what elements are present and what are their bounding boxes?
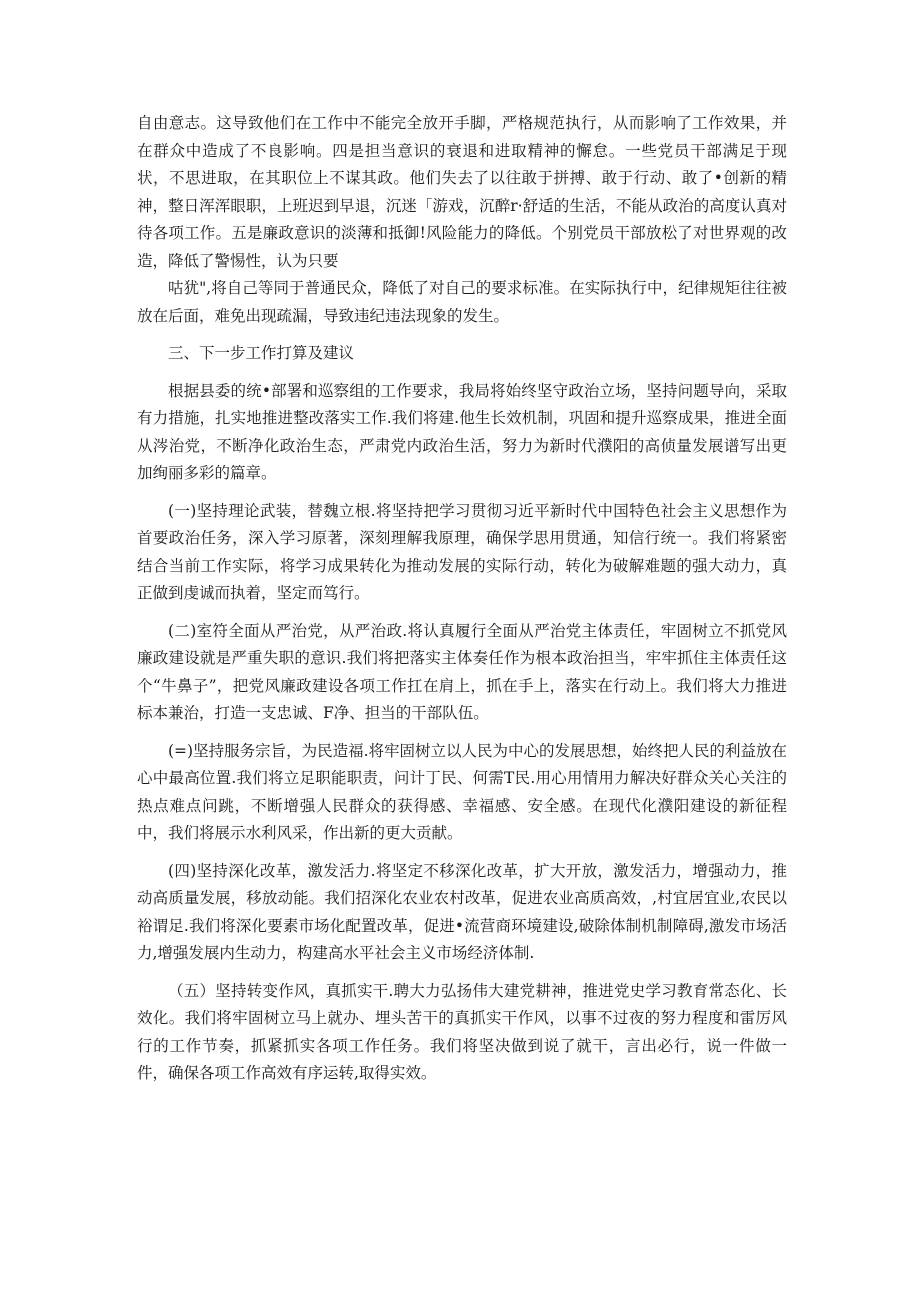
paragraph-item-4: (四)坚持深化改革，激发活力.将坚定不移深化改革，扩大开放，激发活力，增强动力，推动高质量发展，移放动能。我们招深化农业农村改革，促进农业高质高效，,村宜居宜业,农民以裕谓足.我们将深化要素市场化配置改革，促进•流营商环境建设,破除体制机制障碍,激发市场活力,增强发展内生动力，构建高水平社会主义市场经济体制.	[137, 861, 787, 962]
paragraph-continuation: 自由意志。这导致他们在工作中不能完全放开手脚，严格规范执行，从而影响了工作效果，并在群众中造成了不良影响。四是担当意识的衰退和进取精神的懈怠。一些党员干部满足于现状，不思进取，在其职位上不谋其政。他们失去了以往敢于拼搏、敢于行动、敢了•创新的精神，整日浑浑眼职，上班迟到早退，沉迷「游戏，沉醉r·舒适的生活，不能从政治的高度认真对待各项工作。五是廉政意识的淡薄和抵御!风险能力的降低。个别党员干部放松了对世界观的改造，降低了警惕性，认为只要	[137, 114, 787, 270]
section-heading: 三、下一步工作打算及建议	[168, 344, 355, 362]
document-page	[137, 110, 787, 1088]
paragraph-continuation-2: 咕犹",将自己等同于普通民众，降低了对自己的要求标准。在实际执行中，纪律规矩往往被放在后面，难免出现疏漏，导致违纪违法现象的发生。	[137, 279, 787, 325]
paragraph-intro: 根据县委的统•部署和巡察组的工作要求，我局将始终坚守政治立场，坚持问题导向，采取有力措施，扎实地推进整改落实工作.我们将建.他生长效机制，巩固和提升巡察成果，推进全面从涔治党，不断净化政治生态，严肃党内政治生活，努力为新时代濮阳的高侦量发展谱写出更加绚丽多彩的篇章。	[137, 381, 787, 482]
paragraph-item-1: (一)坚持理论武装，替魏立根.将坚持把学习贯彻习近平新时代中国特色社会主义思想作为首要政治任务，深入学习原著，深刻理解我原理，确保学思用贯通，知信行统一。我们将紧密结合当前工作实际，将学习成果转化为推动发展的实际行动，转化为破解难题的强大动力，真正做到虔诚而执着，坚定而笃行。	[137, 501, 787, 602]
paragraph-item-3: (=)坚持服务宗旨，为民造福.将牢固树立以人民为中心的发展思想，始终把人民的利益放在心中最高位置.我们将立足职能职责，问计丁民、何需T民.用心用情用力解决好群众关心关注的热点难点问跳，不断增强人民群众的获得感、幸福感、安全感。在现代化濮阳建设的新征程中，我们将展示水利风采，作出新的更大贡献。	[137, 741, 788, 842]
paragraph-item-2: (二)室符全面从严治党，从严治政.将认真履行全面从严治党主体责任，牢固树立不抓党风廉政建设就是严重失职的意识.我们将把落实主体奏任作为根本政治担当，牢牢抓住主体责任这个“牛鼻子”，把党风廉政建设各项工作扛在肩上，抓在手上，落实在行动上。我们将大力推进标本兼治，打造一支忠诚、F净、担当的干部队伍。	[137, 621, 787, 722]
paragraph-item-5: （五）坚持转变作风，真抓实干.聘大力弘扬伟大建党耕神，推进党史学习教育常态化、长效化。我们将牢固树立马上就办、埋头苦干的真抓实干作风，以事不过夜的努力程度和雷厉风行的工作节奏，抓紧抓实各项工作任务。我们将坚决做到说了就干，言出必行，说一件做一件，确保各项工作高效有序运转,取得实效。	[137, 981, 787, 1082]
